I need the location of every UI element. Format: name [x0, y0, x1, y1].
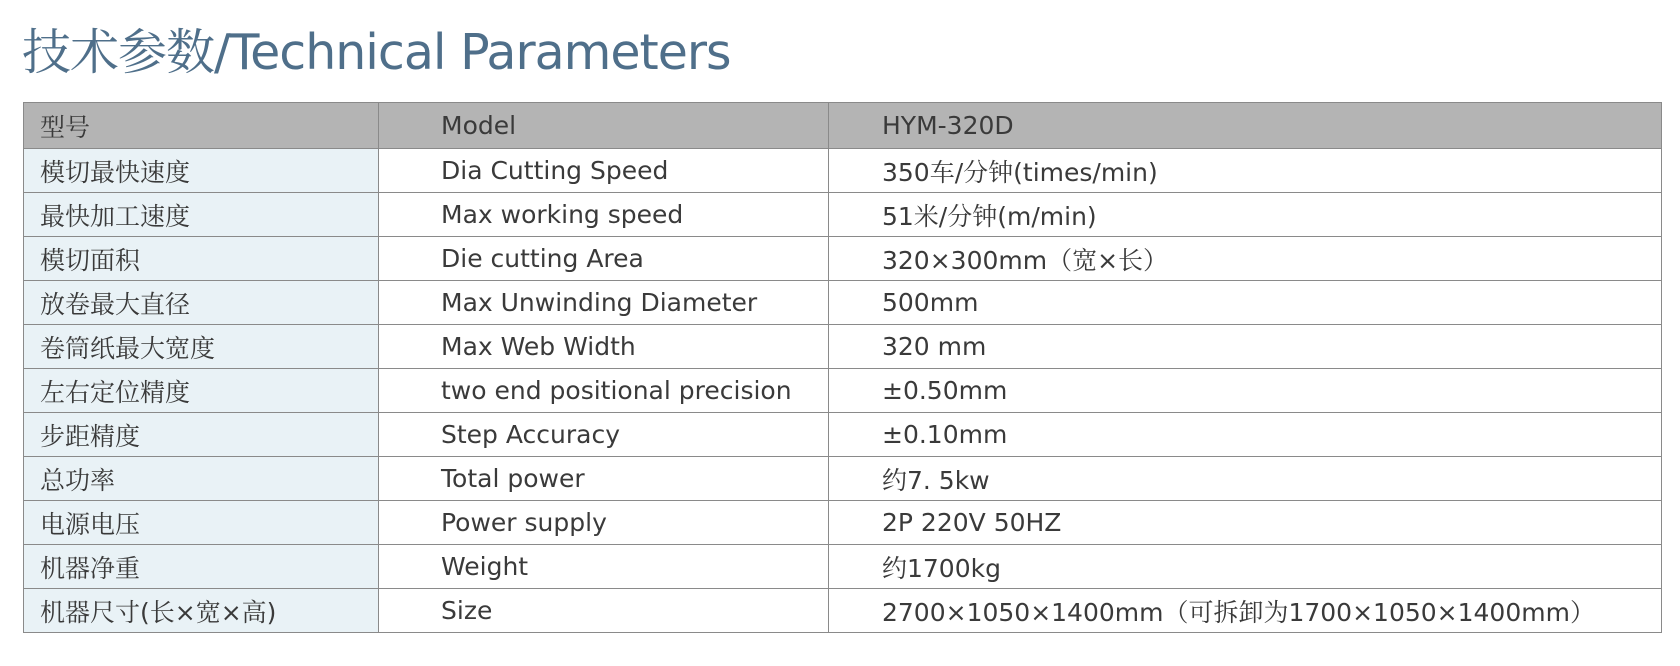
param-name-chinese: 左右定位精度 — [24, 369, 379, 413]
table-row — [24, 149, 1662, 193]
param-name-chinese: 最快加工速度 — [24, 193, 379, 237]
header-cell-model: HYM-320D — [829, 103, 1662, 149]
header-cell-english: Model — [379, 103, 829, 149]
param-value: ±0.50mm — [829, 369, 1662, 413]
param-value: 320×300mm（宽×长） — [829, 237, 1662, 281]
param-name-chinese: 机器净重 — [24, 545, 379, 589]
param-name-english: Max Unwinding Diameter — [379, 281, 829, 325]
param-name-english: Dia Cutting Speed — [379, 149, 829, 193]
table-row — [24, 281, 1662, 325]
table-row — [24, 325, 1662, 369]
table-row — [24, 545, 1662, 589]
param-name-english: Power supply — [379, 501, 829, 545]
param-name-chinese: 模切最快速度 — [24, 149, 379, 193]
param-name-chinese: 机器尺寸(长×宽×高) — [24, 589, 379, 633]
param-value: 约7. 5kw — [829, 457, 1662, 501]
table-row — [24, 237, 1662, 281]
table-row — [24, 413, 1662, 457]
param-name-english: two end positional precision — [379, 369, 829, 413]
param-name-english: Max working speed — [379, 193, 829, 237]
param-name-chinese: 电源电压 — [24, 501, 379, 545]
table-row — [24, 457, 1662, 501]
param-name-chinese: 卷筒纸最大宽度 — [24, 325, 379, 369]
param-value: ±0.10mm — [829, 413, 1662, 457]
param-name-english: Weight — [379, 545, 829, 589]
table-row — [24, 369, 1662, 413]
param-value: 2700×1050×1400mm（可拆卸为1700×1050×1400mm） — [829, 589, 1662, 633]
param-name-english: Total power — [379, 457, 829, 501]
param-name-english: Step Accuracy — [379, 413, 829, 457]
param-value: 320 mm — [829, 325, 1662, 369]
table-row — [24, 501, 1662, 545]
table-header-row — [24, 103, 1662, 149]
table-row — [24, 193, 1662, 237]
param-value: 500mm — [829, 281, 1662, 325]
param-value: 约1700kg — [829, 545, 1662, 589]
param-value: 350车/分钟(times/min) — [829, 149, 1662, 193]
technical-parameters-table — [23, 102, 1662, 633]
param-name-english: Max Web Width — [379, 325, 829, 369]
page-title: 技术参数/Technical Parameters — [22, 24, 731, 81]
param-value: 2P 220V 50HZ — [829, 501, 1662, 545]
param-name-english: Die cutting Area — [379, 237, 829, 281]
param-name-english: Size — [379, 589, 829, 633]
param-name-chinese: 步距精度 — [24, 413, 379, 457]
param-name-chinese: 模切面积 — [24, 237, 379, 281]
param-name-chinese: 放卷最大直径 — [24, 281, 379, 325]
table-row — [24, 589, 1662, 633]
param-value: 51米/分钟(m/min) — [829, 193, 1662, 237]
param-name-chinese: 总功率 — [24, 457, 379, 501]
header-cell-chinese: 型号 — [24, 103, 379, 149]
